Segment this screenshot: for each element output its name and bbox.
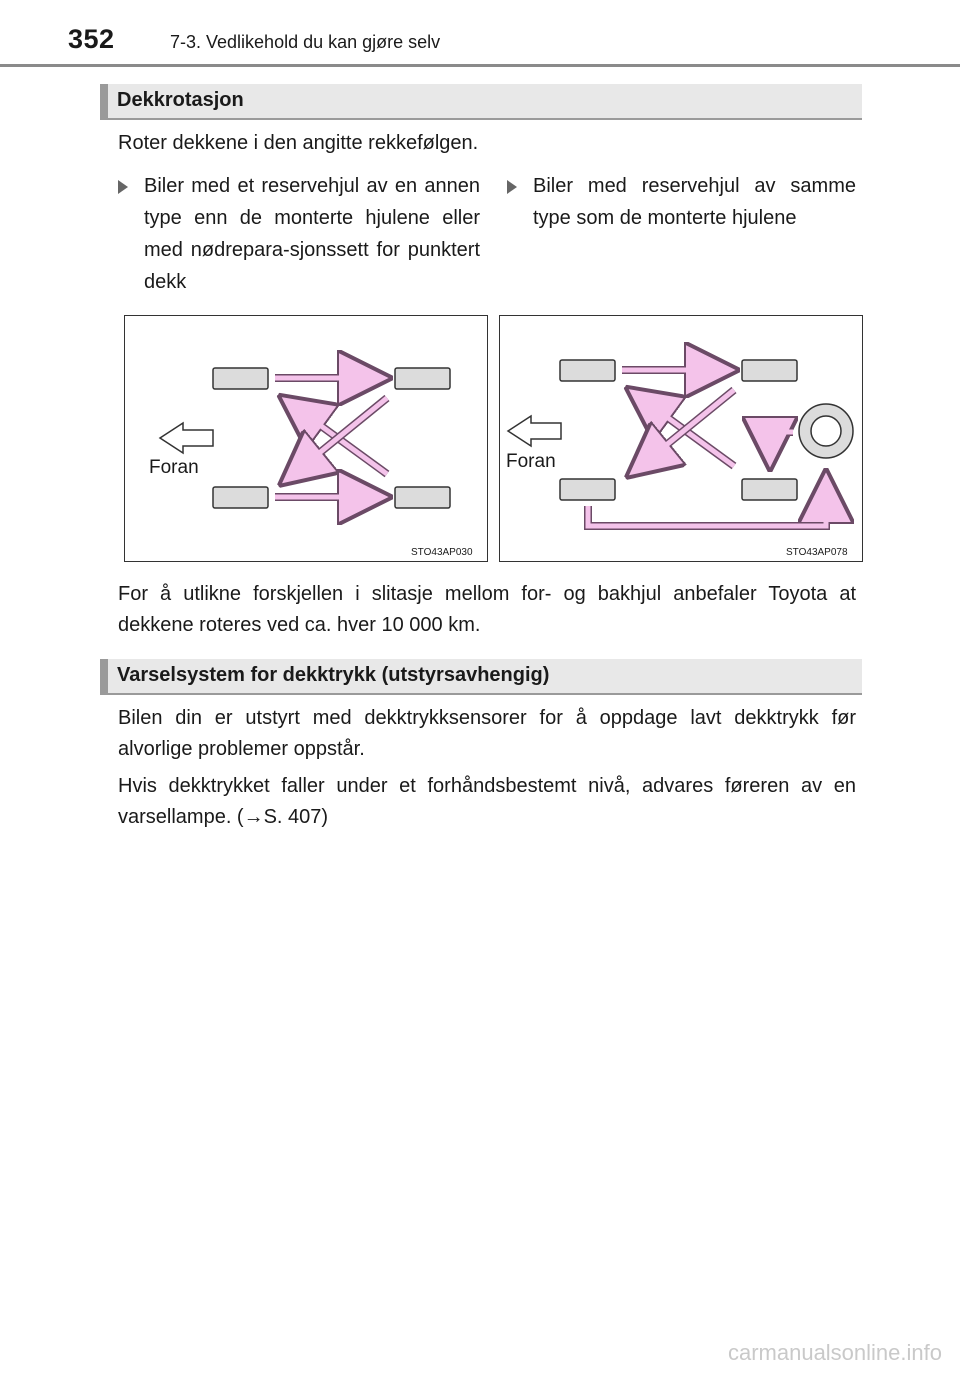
section-title: Dekkrotasjon: [117, 89, 244, 111]
rotation-note: For å utlikne forskjellen i slitasje mellom for- og bakhjul anbefaler Toyota at dekkene roteres ved ca. hver 10 000 km.: [118, 583, 856, 636]
tire-rear-right: [395, 487, 450, 508]
intro-text: Roter dekkene i den angitte rekkefølgen.: [118, 132, 479, 154]
bullet-triangle-icon: [118, 180, 128, 194]
tire-front-left: [213, 368, 268, 389]
bullet-text: Biler med reservehjul av samme type som de monterte hjulene: [533, 175, 856, 229]
section-heading-tpms: [100, 659, 862, 695]
rotation-diagram-four-wheel: [124, 315, 488, 562]
tire-rear-right: [742, 479, 797, 500]
rotation-arrows: [588, 370, 826, 526]
figure-code: STO43AP030: [411, 547, 473, 558]
section-title: Varselsystem for dekktrykk (utstyrsavhengig): [117, 664, 550, 686]
rotation-arrows: [275, 378, 387, 497]
bullet-triangle-icon: [507, 180, 517, 194]
watermark: carmanualsonline.info: [727, 1340, 942, 1365]
figure-code: STO43AP078: [786, 547, 848, 558]
header-divider: [0, 64, 960, 67]
front-label: Foran: [149, 457, 199, 478]
tire-front-right: [395, 368, 450, 389]
diagram-four-wheel-svg: [125, 316, 487, 561]
tire-front-left: [560, 360, 615, 381]
tire-front-right: [742, 360, 797, 381]
tpms-paragraph-2: Hvis dekktrykket faller under et forhåndsbestemt nivå, advares føreren av en varsellampe. (→S. 407): [118, 775, 856, 828]
front-direction-arrow-icon: [508, 416, 561, 446]
front-label: Foran: [506, 451, 556, 472]
diagram-five-wheel-svg: [500, 316, 862, 561]
front-direction-arrow-icon: [160, 423, 213, 453]
section-path: 7-3. Vedlikehold du kan gjøre selv: [170, 32, 441, 52]
bullet-text: Biler med et reservehjul av en annen type enn de monterte hjulene eller med nødrepara-sjonssett for punktert dekk: [144, 175, 480, 293]
page-number: 352: [68, 24, 115, 54]
rotation-diagram-five-wheel: [499, 315, 863, 562]
spare-tire: [799, 404, 853, 458]
section-heading-tire-rotation: [100, 84, 862, 120]
tire-rear-left: [560, 479, 615, 500]
tpms-paragraph-1: Bilen din er utstyrt med dekktrykksensorer for å oppdage lavt dekktrykk før alvorlige problemer oppstår.: [118, 707, 856, 760]
tire-rear-left: [213, 487, 268, 508]
